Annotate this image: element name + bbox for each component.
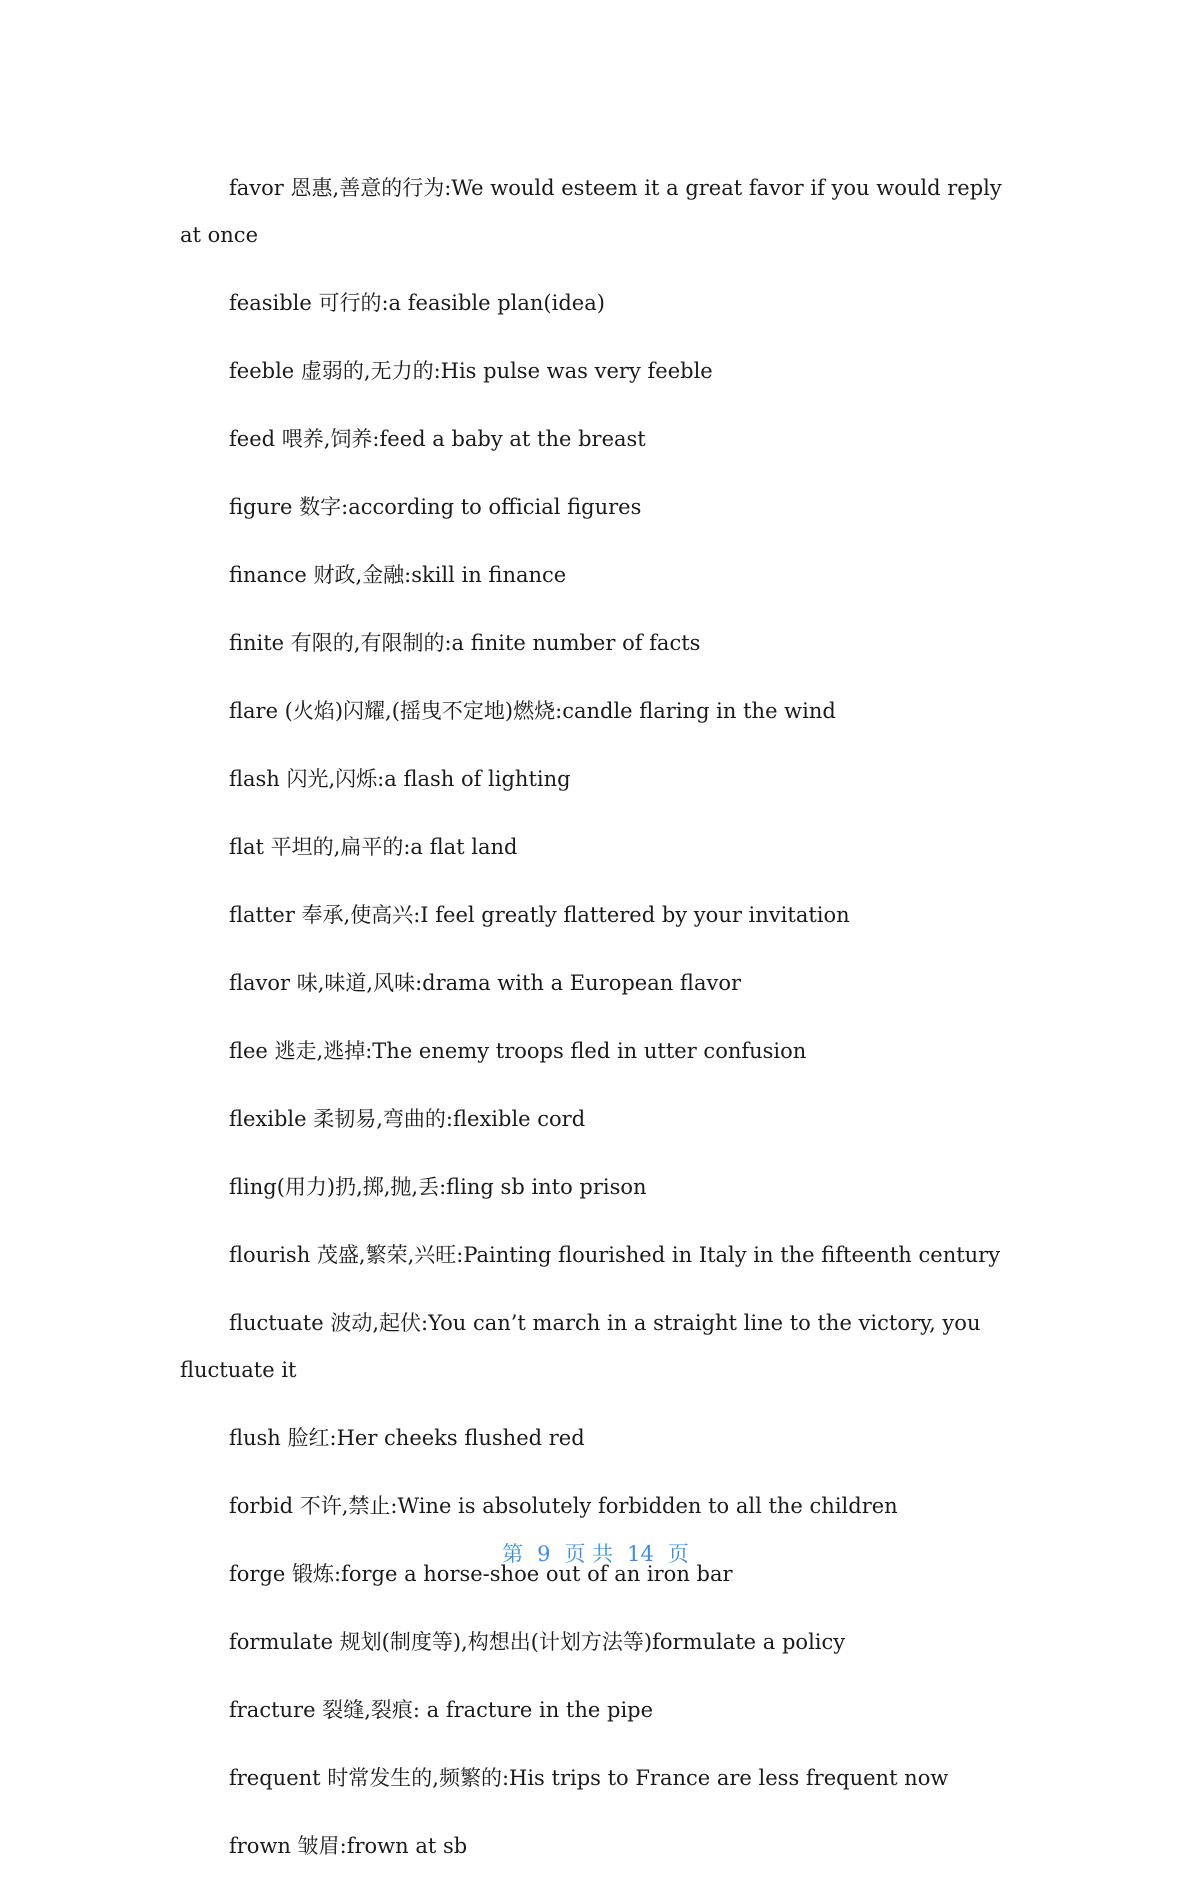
vocab-entry: flatter 奉承,使高兴:I feel greatly flattered by your invitation	[229, 903, 850, 927]
vocab-entry: feed 喂养,饲养:feed a baby at the breast	[229, 427, 646, 451]
vocab-entry: finance 财政,金融:skill in finance	[229, 563, 567, 587]
vocab-entry: formulate 规划(制度等),构想出(计划方法等)formulate a policy	[229, 1630, 846, 1654]
vocab-entry: flush 脸红:Her cheeks flushed red	[229, 1426, 585, 1450]
vocab-entry: figure 数字:according to official figures	[229, 495, 642, 519]
vocab-entry: favor 恩惠,善意的行为:We would esteem it a great favor if you would reply at once	[180, 176, 1002, 247]
footer-label-di: 第	[502, 1542, 524, 1566]
page-footer	[0, 1538, 1191, 1568]
vocab-entry: fracture 裂缝,裂痕: a fracture in the pipe	[229, 1698, 654, 1722]
vocab-entry: frequent 时常发生的,频繁的:His trips to France are less frequent now	[229, 1766, 949, 1790]
vocab-entry: frown 皱眉:frown at sb	[229, 1834, 468, 1858]
vocab-entry: forge 锻炼:forge a horse-shoe out of an iron bar	[229, 1562, 733, 1586]
footer-label-ye-gong: 页 共	[564, 1542, 614, 1566]
vocab-entry: flourish 茂盛,繁荣,兴旺:Painting flourished in Italy in the fifteenth century	[229, 1243, 1001, 1267]
total-pages-number: 14	[627, 1542, 654, 1566]
vocab-entry: feasible 可行的:a feasible plan(idea)	[229, 291, 605, 315]
vocab-entry: flash 闪光,闪烁:a flash of lighting	[229, 767, 571, 791]
current-page-number: 9	[537, 1542, 551, 1566]
vocab-entry: feeble 虚弱的,无力的:His pulse was very feeble	[229, 359, 713, 383]
vocab-entry: flare (火焰)闪耀,(摇曳不定地)燃烧:candle flaring in the wind	[229, 699, 836, 723]
footer-label-ye: 页	[667, 1542, 689, 1566]
vocab-entry: flexible 柔韧易,弯曲的:flexible cord	[229, 1107, 586, 1131]
vocab-entry: fluctuate 波动,起伏:You can’t march in a straight line to the victory, you fluctuate it	[180, 1311, 981, 1382]
vocab-entry: flat 平坦的,扁平的:a flat land	[229, 835, 518, 859]
vocab-entry: flavor 味,味道,风味:drama with a European flavor	[229, 971, 742, 995]
document-body	[180, 144, 1020, 1891]
vocab-entry: finite 有限的,有限制的:a finite number of facts	[229, 631, 701, 655]
vocab-entry: fling(用力)扔,掷,抛,丢:fling sb into prison	[229, 1175, 647, 1199]
vocab-entry: forbid 不许,禁止:Wine is absolutely forbidden to all the children	[229, 1494, 898, 1518]
vocab-entry: flee 逃走,逃掉:The enemy troops fled in utter confusion	[229, 1039, 807, 1063]
